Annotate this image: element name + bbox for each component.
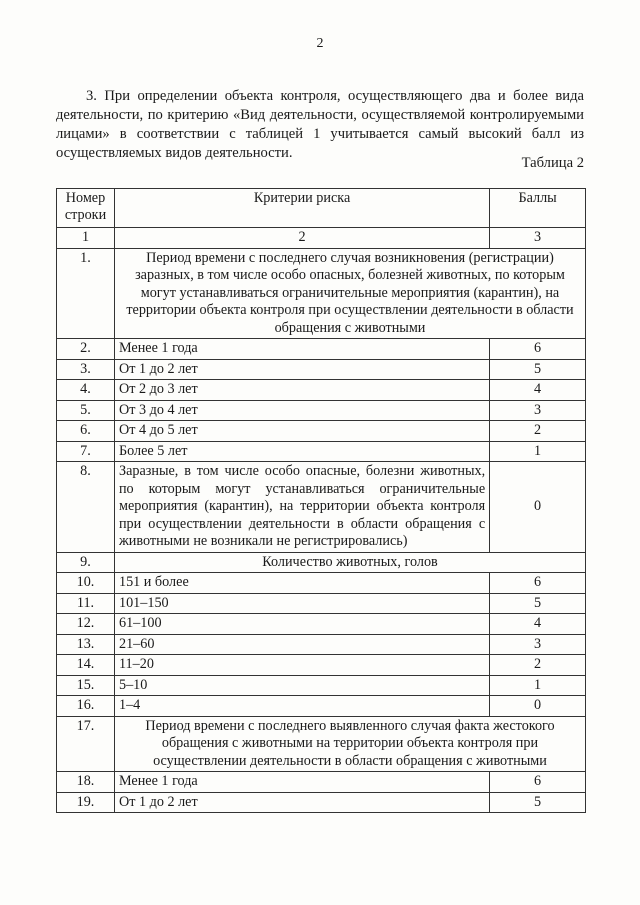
criterion-score: 4: [490, 380, 586, 401]
criterion-text: Менее 1 года: [114, 772, 489, 793]
table-row: [57, 380, 586, 401]
row-number: 4.: [57, 380, 115, 401]
criterion-text: Заразные, в том числе особо опасные, болезни животных, по которым могут устанавливаться ограничительные мероприятия (карантин), на территории объекта контроля при осуществлении деятельности в области обращения с животными не возникали не регистрировались): [114, 462, 489, 553]
row-number: 8.: [57, 462, 115, 553]
row-number: 15.: [57, 675, 115, 696]
table-row: [57, 359, 586, 380]
table-row: [57, 675, 586, 696]
row-number: 11.: [57, 593, 115, 614]
table-body: [57, 248, 586, 813]
table-row: [57, 421, 586, 442]
criterion-text: 21–60: [114, 634, 489, 655]
row-number: 19.: [57, 792, 115, 813]
criterion-score: 2: [490, 421, 586, 442]
table-row: [57, 614, 586, 635]
criterion-score: 5: [490, 593, 586, 614]
table-row: [57, 655, 586, 676]
row-number: 10.: [57, 573, 115, 594]
table-row: [57, 400, 586, 421]
criterion-text: 1–4: [114, 696, 489, 717]
header-row-number: Номер строки: [57, 189, 115, 228]
table-label: Таблица 2: [521, 155, 584, 171]
criterion-score: 3: [490, 400, 586, 421]
criterion-score: 4: [490, 614, 586, 635]
row-number: 7.: [57, 441, 115, 462]
criterion-text: 151 и более: [114, 573, 489, 594]
table-row: [57, 248, 586, 339]
page-number: 2: [316, 36, 324, 51]
row-number: 3.: [57, 359, 115, 380]
criterion-text: От 4 до 5 лет: [114, 421, 489, 442]
criterion-score: 0: [490, 696, 586, 717]
table-row: [57, 634, 586, 655]
row-number: 17.: [57, 716, 115, 772]
row-number: 2.: [57, 339, 115, 360]
table-row: [57, 441, 586, 462]
criterion-score: 6: [490, 339, 586, 360]
criterion-text: От 1 до 2 лет: [114, 792, 489, 813]
row-number: 18.: [57, 772, 115, 793]
row-number: 9.: [57, 552, 115, 573]
criterion-score: 0: [490, 462, 586, 553]
row-number: 5.: [57, 400, 115, 421]
criterion-text: От 1 до 2 лет: [114, 359, 489, 380]
table-row: [57, 552, 586, 573]
row-number: 12.: [57, 614, 115, 635]
section-title: Период времени с последнего выявленного случая факта жестокого обращения с животными на территории объекта контроля при осуществлении деятельности в области обращения с животными: [114, 716, 585, 772]
criterion-score: 6: [490, 772, 586, 793]
table-header-row: [57, 189, 586, 228]
header-criteria: Критерии риска: [114, 189, 489, 228]
criterion-score: 1: [490, 675, 586, 696]
table-row: [57, 462, 586, 553]
criterion-score: 5: [490, 792, 586, 813]
criterion-text: 5–10: [114, 675, 489, 696]
criterion-text: 11–20: [114, 655, 489, 676]
table-row: [57, 573, 586, 594]
criterion-text: 61–100: [114, 614, 489, 635]
row-number: 16.: [57, 696, 115, 717]
table-row: [57, 339, 586, 360]
row-number: 13.: [57, 634, 115, 655]
criterion-text: Более 5 лет: [114, 441, 489, 462]
column-index-3: 3: [490, 228, 586, 249]
header-score: Баллы: [490, 189, 586, 228]
column-index-2: 2: [114, 228, 489, 249]
criterion-text: Менее 1 года: [114, 339, 489, 360]
criterion-score: 1: [490, 441, 586, 462]
column-index-row: [57, 228, 586, 249]
row-number: 6.: [57, 421, 115, 442]
criterion-score: 2: [490, 655, 586, 676]
criterion-score: 5: [490, 359, 586, 380]
risk-criteria-table: [56, 188, 586, 813]
criterion-score: 3: [490, 634, 586, 655]
criterion-text: От 2 до 3 лет: [114, 380, 489, 401]
section-title: Период времени с последнего случая возникновения (регистрации) заразных, в том числе особо опасных, болезней животных, по которым могут устанавливаться ограничительные мероприятия (карантин), на территории объекта контроля при осуществлении деятельности в области обращения с животными: [114, 248, 585, 339]
table-row: [57, 772, 586, 793]
criterion-text: От 3 до 4 лет: [114, 400, 489, 421]
row-number: 14.: [57, 655, 115, 676]
criterion-text: 101–150: [114, 593, 489, 614]
row-number: 1.: [57, 248, 115, 339]
table-row: [57, 593, 586, 614]
criterion-score: 6: [490, 573, 586, 594]
table-row: [57, 696, 586, 717]
column-index-1: 1: [57, 228, 115, 249]
table-row: [57, 716, 586, 772]
section-title: Количество животных, голов: [114, 552, 585, 573]
table-row: [57, 792, 586, 813]
paragraph-3: 3. При определении объекта контроля, осуществляющего два и более вида деятельности, по критерию «Вид деятельности, осуществляемой контролируемыми лицами» в соответствии с таблицей 1 учитывается самый высокий балл из осуществляемых видов деятельности.: [56, 88, 584, 161]
